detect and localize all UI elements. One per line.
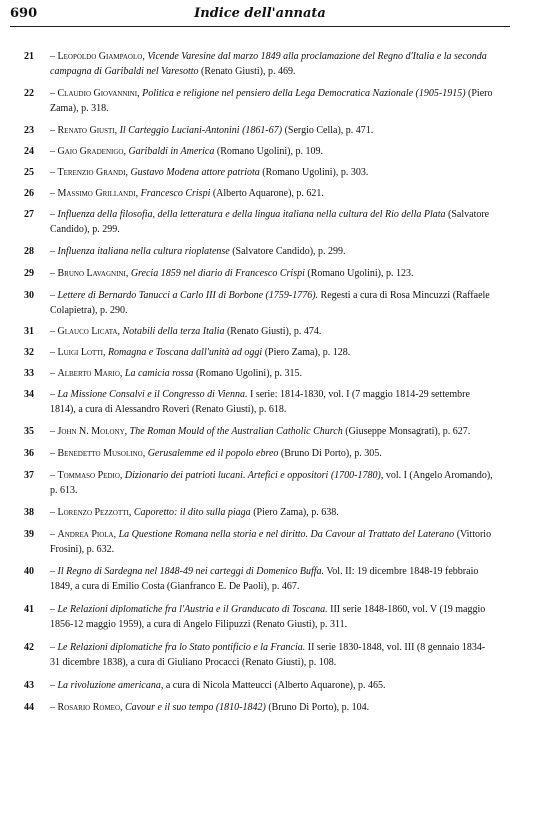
entry-dash: –: [50, 426, 58, 437]
header-rule: [10, 26, 510, 27]
entry-title: Garibaldi in America: [128, 146, 215, 157]
entry-dash: –: [50, 188, 58, 199]
entry-reviewer-page: (Romano Ugolini), p. 109.: [216, 146, 323, 157]
author-separator: ,: [123, 146, 129, 157]
entry-number: 28: [24, 246, 34, 257]
bibliography-entry: [24, 49, 494, 79]
entry-number: 27: [24, 209, 34, 220]
entry-dash: –: [50, 167, 58, 178]
bibliography-entry: [24, 266, 494, 281]
entry-title: The Roman Mould of the Australian Catholic Church: [129, 426, 343, 437]
entry-author: Bruno Lavagnini: [57, 268, 126, 279]
entry-title: Vicende Varesine dal marzo 1849 alla proclamazione del Regno d'Italia e la seconda campagna di Garibaldi nel Varesotto: [50, 51, 487, 77]
entry-number: 44: [24, 702, 34, 713]
entry-reviewer-page: (Giuseppe Monsagrati), p. 627.: [345, 426, 471, 437]
entry-number: 36: [24, 448, 34, 459]
entry-author: Leopoldo Giampaolo: [57, 51, 143, 62]
entry-dash: –: [50, 680, 58, 691]
entry-title: Il Carteggio Luciani-Antonini (1861-67): [119, 125, 283, 136]
entry-dash: –: [50, 88, 58, 99]
entry-author: John N. Molony: [57, 426, 125, 437]
entry-title: Politica e religione nel pensiero della Lega Democratica Nazionale (1905-1915): [142, 88, 466, 99]
entry-title: Influenza della filosofia, della letteratura e della lingua italiana nella cultura del Rio della Plata: [57, 209, 446, 220]
entry-title: Dizionario dei patrioti lucani. Artefici e oppositori (1700-1780),: [124, 470, 384, 481]
entry-number: 35: [24, 426, 34, 437]
entry-reviewer-page: (Salvatore Candido), p. 299.: [50, 209, 490, 235]
entry-number: 38: [24, 507, 34, 518]
entry-reviewer-page: (Piero Zama), p. 638.: [253, 507, 339, 518]
page-number: 690: [10, 6, 38, 21]
entry-dash: –: [50, 702, 58, 713]
entry-number: 37: [24, 470, 34, 481]
entry-dash: –: [50, 642, 58, 653]
bibliography-entry: [24, 123, 494, 138]
bibliography-entry: [24, 700, 494, 715]
entry-dash: –: [50, 246, 58, 257]
bibliography-list: [24, 42, 494, 715]
entry-number: 23: [24, 125, 34, 136]
entry-number: 21: [24, 51, 34, 62]
entry-title: Grecia 1859 nel diario di Francesco Crispi: [130, 268, 305, 279]
entry-dash: –: [50, 448, 58, 459]
entry-title: Le Relazioni diplomatiche fra l'Austria e il Granducato di Toscana.: [57, 604, 328, 615]
entry-dash: –: [50, 470, 58, 481]
entry-number: 39: [24, 529, 34, 540]
author-separator: ,: [119, 470, 125, 481]
entry-reviewer-page: (Romano Ugolini), p. 315.: [195, 368, 303, 379]
entry-dash: –: [50, 209, 58, 220]
entry-number: 31: [24, 326, 34, 337]
entry-title: La Missione Consalvi e il Congresso di Vienna.: [57, 389, 248, 400]
entry-author: Glauco Licata: [57, 326, 118, 337]
entry-number: 40: [24, 566, 34, 577]
bibliography-entry: [24, 324, 494, 339]
bibliography-entry: [24, 602, 494, 632]
entry-title: La rivoluzione americana,: [57, 680, 164, 691]
bibliography-entry: [24, 387, 494, 417]
entry-title: La Questione Romana nella storia e nel diritto. Da Cavour al Trattato del Laterano: [118, 529, 455, 540]
entry-title: Il Regno di Sardegna nel 1848-49 nei carteggi di Domenico Buffa.: [57, 566, 325, 577]
entry-title: Lettere di Bernardo Tanucci a Carlo III di Borbone (1759-1776).: [57, 290, 319, 301]
entry-reviewer-page: (Romano Ugolini), p. 303.: [262, 167, 369, 178]
author-separator: ,: [120, 702, 126, 713]
entry-reviewer-page: Regesti a cura di Rosa Mincuzzi (Raffaele Colapietra), p. 290.: [50, 290, 490, 316]
entry-number: 41: [24, 604, 34, 615]
author-separator: ,: [124, 426, 130, 437]
entry-dash: –: [50, 389, 58, 400]
entry-dash: –: [50, 125, 58, 136]
author-separator: ,: [135, 188, 141, 199]
entry-dash: –: [50, 507, 58, 518]
entry-number: 24: [24, 146, 34, 157]
entry-author: Luigi Lotti: [57, 347, 103, 358]
bibliography-entry: [24, 345, 494, 360]
entry-author: Massimo Grillandi: [57, 188, 136, 199]
entry-reviewer-page: vol. I (Angelo Aromando), p. 613.: [50, 470, 493, 496]
entry-dash: –: [50, 604, 58, 615]
entry-title: Notabili della terza Italia: [122, 326, 225, 337]
bibliography-entry: [24, 527, 494, 557]
entry-dash: –: [50, 347, 58, 358]
entry-reviewer-page: (Renato Giusti), p. 469.: [201, 66, 296, 77]
entry-title: Gustavo Modena attore patriota: [130, 167, 260, 178]
bibliography-entry: [24, 207, 494, 237]
bibliography-entry: [24, 366, 494, 381]
entry-number: 26: [24, 188, 34, 199]
entry-dash: –: [50, 326, 58, 337]
entry-author: Benedetto Musolino: [57, 448, 143, 459]
running-title: Indice dell'annata: [194, 6, 326, 21]
entry-number: 25: [24, 167, 34, 178]
entry-reviewer-page: (Piero Zama), p. 128.: [264, 347, 351, 358]
entry-title: Le Relazioni diplomatiche fra lo Stato pontificio e la Francia.: [57, 642, 306, 653]
entry-reviewer-page: I serie: 1814-1830, vol. I (7 maggio 1814-29 settembre 1814), a cura di Alessandro Roveri (Renato Giusti), p. 618.: [50, 389, 470, 415]
entry-number: 34: [24, 389, 34, 400]
entry-reviewer-page: III serie 1848-1860, vol. V (19 maggio 1856-12 maggio 1959), a cura di Angelo Filipuzzi (Renato Giusti), p. 311.: [50, 604, 486, 630]
entry-author: Rosario Romeo: [57, 702, 121, 713]
entry-title: Francesco Crispi: [140, 188, 211, 199]
entry-title: Romagna e Toscana dall'unità ad oggi: [107, 347, 263, 358]
entry-title: Caporetto: il dito sulla piaga: [133, 507, 251, 518]
author-separator: ,: [113, 529, 119, 540]
entry-reviewer-page: (Romano Ugolini), p. 123.: [307, 268, 414, 279]
entry-title: Influenza italiana nella cultura rioplatense: [57, 246, 230, 257]
entry-reviewer-page: a cura di Nicola Matteucci (Alberto Aquarone), p. 465.: [165, 680, 386, 691]
bibliography-entry: [24, 244, 494, 259]
entry-reviewer-page: (Vittorio Frosini), p. 632.: [50, 529, 492, 555]
entry-reviewer-page: (Bruno Di Porto), p. 104.: [268, 702, 370, 713]
entry-author: Tommaso Pedio: [57, 470, 120, 481]
bibliography-entry: [24, 564, 494, 594]
entry-dash: –: [50, 268, 58, 279]
bibliography-entry: [24, 165, 494, 180]
bibliography-entry: [24, 424, 494, 439]
entry-dash: –: [50, 566, 58, 577]
entry-title: Cavour e il suo tempo (1810-1842): [125, 702, 266, 713]
author-separator: ,: [117, 326, 123, 337]
bibliography-entry: [24, 446, 494, 461]
author-separator: ,: [128, 507, 134, 518]
author-separator: ,: [102, 347, 108, 358]
entry-number: 33: [24, 368, 34, 379]
page-header: [10, 6, 510, 28]
bibliography-entry: [24, 678, 494, 693]
entry-dash: –: [50, 146, 58, 157]
entry-author: Terenzio Grandi: [57, 167, 126, 178]
entry-dash: –: [50, 51, 58, 62]
author-separator: ,: [142, 51, 148, 62]
author-separator: ,: [137, 88, 143, 99]
entry-author: Lorenzo Pezzotti: [57, 507, 129, 518]
bibliography-entry: [24, 144, 494, 159]
entry-author: Renato Giusti: [57, 125, 115, 136]
bibliography-entry: [24, 186, 494, 201]
entry-reviewer-page: (Renato Giusti), p. 474.: [226, 326, 322, 337]
entry-title: La camicia rossa: [124, 368, 194, 379]
bibliography-entry: [24, 86, 494, 116]
entry-number: 30: [24, 290, 34, 301]
entry-author: Claudio Giovannini: [57, 88, 138, 99]
author-separator: ,: [142, 448, 148, 459]
entry-reviewer-page: Vol. II: 19 dicembre 1848-19 febbraio 1849, a cura di Emilio Costa (Gianfranco E. De Paoli), p. 467.: [50, 566, 479, 592]
author-separator: ,: [114, 125, 120, 136]
entry-number: 32: [24, 347, 34, 358]
entry-reviewer-page: (Alberto Aquarone), p. 621.: [212, 188, 324, 199]
entry-author: Andrea Piola: [57, 529, 114, 540]
bibliography-entry: [24, 505, 494, 520]
entry-reviewer-page: (Bruno Di Porto), p. 305.: [280, 448, 382, 459]
entry-number: 22: [24, 88, 34, 99]
bibliography-entry: [24, 468, 494, 498]
entry-number: 43: [24, 680, 34, 691]
entry-reviewer-page: (Sergio Cella), p. 471.: [284, 125, 374, 136]
entry-number: 42: [24, 642, 34, 653]
entry-reviewer-page: (Salvatore Candido), p. 299.: [232, 246, 346, 257]
entry-reviewer-page: II serie 1830-1848, vol. III (8 gennaio 1834-31 dicembre 1838), a cura di Giuliano Procacci (Renato Giusti), p. 108.: [50, 642, 486, 668]
entry-reviewer-page: (Piero Zama), p. 318.: [50, 88, 493, 114]
bibliography-entry: [24, 640, 494, 670]
entry-dash: –: [50, 290, 58, 301]
author-separator: ,: [125, 167, 131, 178]
entry-author: Alberto Mario: [57, 368, 120, 379]
entry-dash: –: [50, 529, 58, 540]
entry-number: 29: [24, 268, 34, 279]
entry-title: Gerusalemme ed il popolo ebreo: [147, 448, 279, 459]
entry-dash: –: [50, 368, 58, 379]
entry-author: Gaio Gradenigo: [57, 146, 124, 157]
bibliography-entry: [24, 288, 494, 318]
author-separator: ,: [125, 268, 131, 279]
author-separator: ,: [119, 368, 125, 379]
